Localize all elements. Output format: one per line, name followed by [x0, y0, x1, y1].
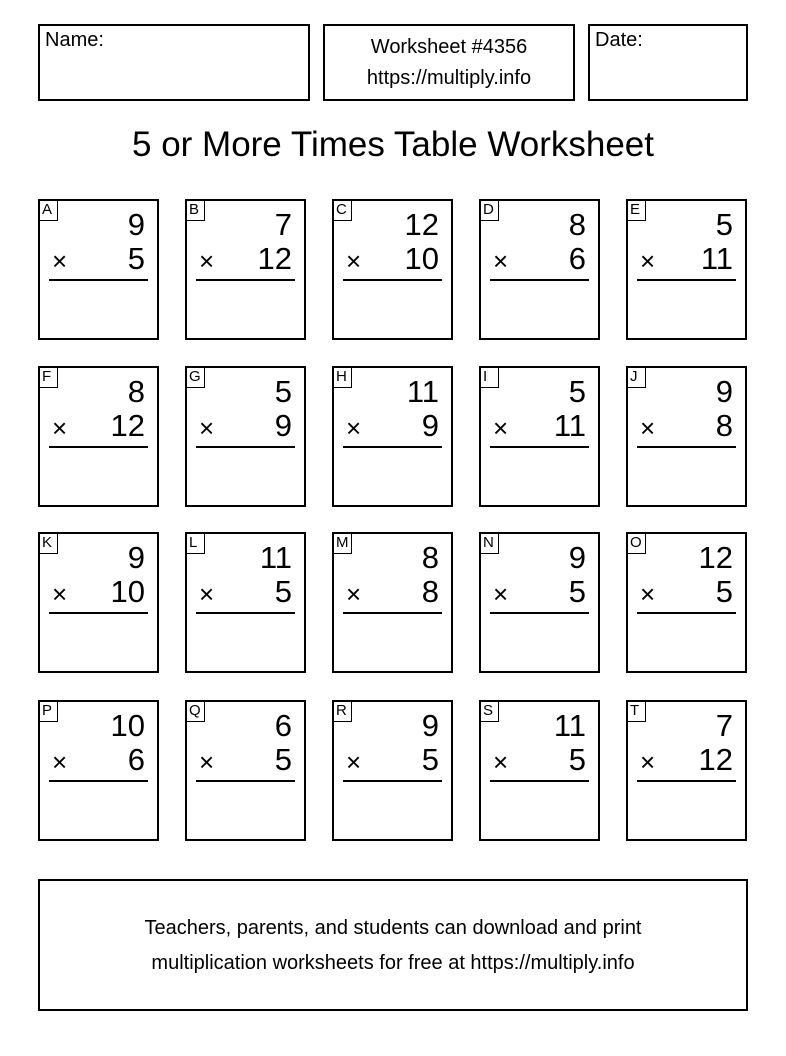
problem-letter: R: [332, 700, 352, 722]
problem-letter: K: [38, 532, 58, 554]
times-sign: ×: [346, 413, 362, 443]
problem-box[interactable]: [479, 366, 600, 507]
times-sign: ×: [640, 246, 656, 276]
multiplicand: 8: [127, 374, 145, 409]
problem-box[interactable]: [626, 532, 747, 673]
problem-box[interactable]: [38, 199, 159, 340]
multiplier: 11: [553, 408, 586, 443]
multiplicand: 11: [259, 540, 292, 575]
times-sign: ×: [52, 747, 68, 777]
problem-box[interactable]: [185, 199, 306, 340]
footer-line-2: multiplication worksheets for free at https://multiply.info: [151, 952, 635, 974]
multiplicand: 5: [568, 374, 586, 409]
problem-letter: F: [38, 366, 58, 388]
multiplicand: 5: [274, 374, 292, 409]
times-sign: ×: [493, 246, 509, 276]
footer-box: [38, 879, 748, 1011]
answer-line: [196, 279, 295, 281]
answer-line: [490, 780, 589, 782]
multiplier: 10: [110, 574, 145, 609]
problem-letter: A: [38, 199, 58, 221]
answer-line: [49, 780, 148, 782]
worksheet-info-box: [323, 24, 575, 101]
multiplicand: 11: [553, 708, 586, 743]
multiplier: 5: [568, 742, 586, 777]
problem-letter: P: [38, 700, 58, 722]
multiplier: 5: [274, 574, 292, 609]
answer-line: [49, 279, 148, 281]
multiplier: 12: [110, 408, 145, 443]
problem-letter: E: [626, 199, 646, 221]
problem-box[interactable]: [185, 366, 306, 507]
multiplier: 9: [274, 408, 292, 443]
multiplicand: 9: [127, 540, 145, 575]
problem-box[interactable]: [479, 532, 600, 673]
name-label: Name:: [45, 29, 104, 51]
times-sign: ×: [640, 747, 656, 777]
multiplicand: 11: [406, 374, 439, 409]
multiplicand: 9: [715, 374, 733, 409]
multiplier: 6: [568, 241, 586, 276]
problem-box[interactable]: [626, 700, 747, 841]
multiplicand: 8: [421, 540, 439, 575]
times-sign: ×: [346, 246, 362, 276]
problem-box[interactable]: [38, 700, 159, 841]
problem-letter: O: [626, 532, 646, 554]
name-field-box[interactable]: [38, 24, 310, 101]
answer-line: [490, 279, 589, 281]
answer-line: [637, 279, 736, 281]
problem-letter: L: [185, 532, 205, 554]
times-sign: ×: [199, 413, 215, 443]
multiplicand: 9: [421, 708, 439, 743]
problem-box[interactable]: [479, 199, 600, 340]
answer-line: [343, 446, 442, 448]
multiplier: 8: [421, 574, 439, 609]
page-title: 5 or More Times Table Worksheet: [132, 125, 654, 164]
answer-line: [343, 612, 442, 614]
multiplier: 5: [715, 574, 733, 609]
problem-box[interactable]: [185, 532, 306, 673]
problem-letter: T: [626, 700, 646, 722]
answer-line: [49, 612, 148, 614]
multiplier: 10: [404, 241, 439, 276]
multiplicand: 9: [127, 207, 145, 242]
problem-box[interactable]: [479, 700, 600, 841]
problem-box[interactable]: [332, 366, 453, 507]
times-sign: ×: [493, 413, 509, 443]
problem-letter: B: [185, 199, 205, 221]
answer-line: [490, 446, 589, 448]
problem-letter: G: [185, 366, 205, 388]
multiplier: 5: [274, 742, 292, 777]
times-sign: ×: [640, 579, 656, 609]
times-sign: ×: [52, 246, 68, 276]
multiplicand: 6: [274, 708, 292, 743]
problem-letter: H: [332, 366, 352, 388]
multiplier: 12: [698, 742, 733, 777]
problem-letter: D: [479, 199, 499, 221]
multiplier: 12: [257, 241, 292, 276]
problem-box[interactable]: [626, 199, 747, 340]
problem-box[interactable]: [332, 199, 453, 340]
multiplicand: 5: [715, 207, 733, 242]
problem-box[interactable]: [332, 532, 453, 673]
multiplier: 5: [568, 574, 586, 609]
answer-line: [490, 612, 589, 614]
times-sign: ×: [493, 579, 509, 609]
problem-letter: Q: [185, 700, 205, 722]
problem-box[interactable]: [626, 366, 747, 507]
times-sign: ×: [199, 747, 215, 777]
multiplicand: 7: [274, 207, 292, 242]
times-sign: ×: [640, 413, 656, 443]
multiplier: 5: [127, 241, 145, 276]
date-field-box[interactable]: [588, 24, 748, 101]
answer-line: [343, 279, 442, 281]
worksheet-number: Worksheet #4356: [370, 36, 528, 58]
multiplier: 8: [715, 408, 733, 443]
times-sign: ×: [52, 579, 68, 609]
answer-line: [637, 780, 736, 782]
multiplier: 5: [421, 742, 439, 777]
problem-letter: M: [332, 532, 352, 554]
problem-letter: N: [479, 532, 499, 554]
times-sign: ×: [199, 579, 215, 609]
multiplicand: 8: [568, 207, 586, 242]
multiplier: 9: [421, 408, 439, 443]
problem-box[interactable]: [332, 700, 453, 841]
answer-line: [196, 780, 295, 782]
date-label: Date:: [595, 29, 643, 51]
multiplicand: 12: [404, 207, 439, 242]
multiplier: 11: [700, 241, 733, 276]
problem-box[interactable]: [38, 532, 159, 673]
answer-line: [637, 612, 736, 614]
times-sign: ×: [346, 579, 362, 609]
answer-line: [637, 446, 736, 448]
answer-line: [343, 780, 442, 782]
multiplicand: 7: [715, 708, 733, 743]
worksheet-url: https://multiply.info: [366, 67, 532, 89]
problem-letter: I: [479, 366, 499, 388]
problem-letter: S: [479, 700, 499, 722]
times-sign: ×: [346, 747, 362, 777]
answer-line: [49, 446, 148, 448]
problem-letter: C: [332, 199, 352, 221]
problem-box[interactable]: [38, 366, 159, 507]
footer-line-1: Teachers, parents, and students can download and print: [144, 917, 642, 939]
multiplicand: 10: [110, 708, 145, 743]
problem-box[interactable]: [185, 700, 306, 841]
times-sign: ×: [493, 747, 509, 777]
multiplicand: 12: [698, 540, 733, 575]
multiplier: 6: [127, 742, 145, 777]
multiplicand: 9: [568, 540, 586, 575]
times-sign: ×: [199, 246, 215, 276]
answer-line: [196, 446, 295, 448]
answer-line: [196, 612, 295, 614]
times-sign: ×: [52, 413, 68, 443]
problem-letter: J: [626, 366, 646, 388]
